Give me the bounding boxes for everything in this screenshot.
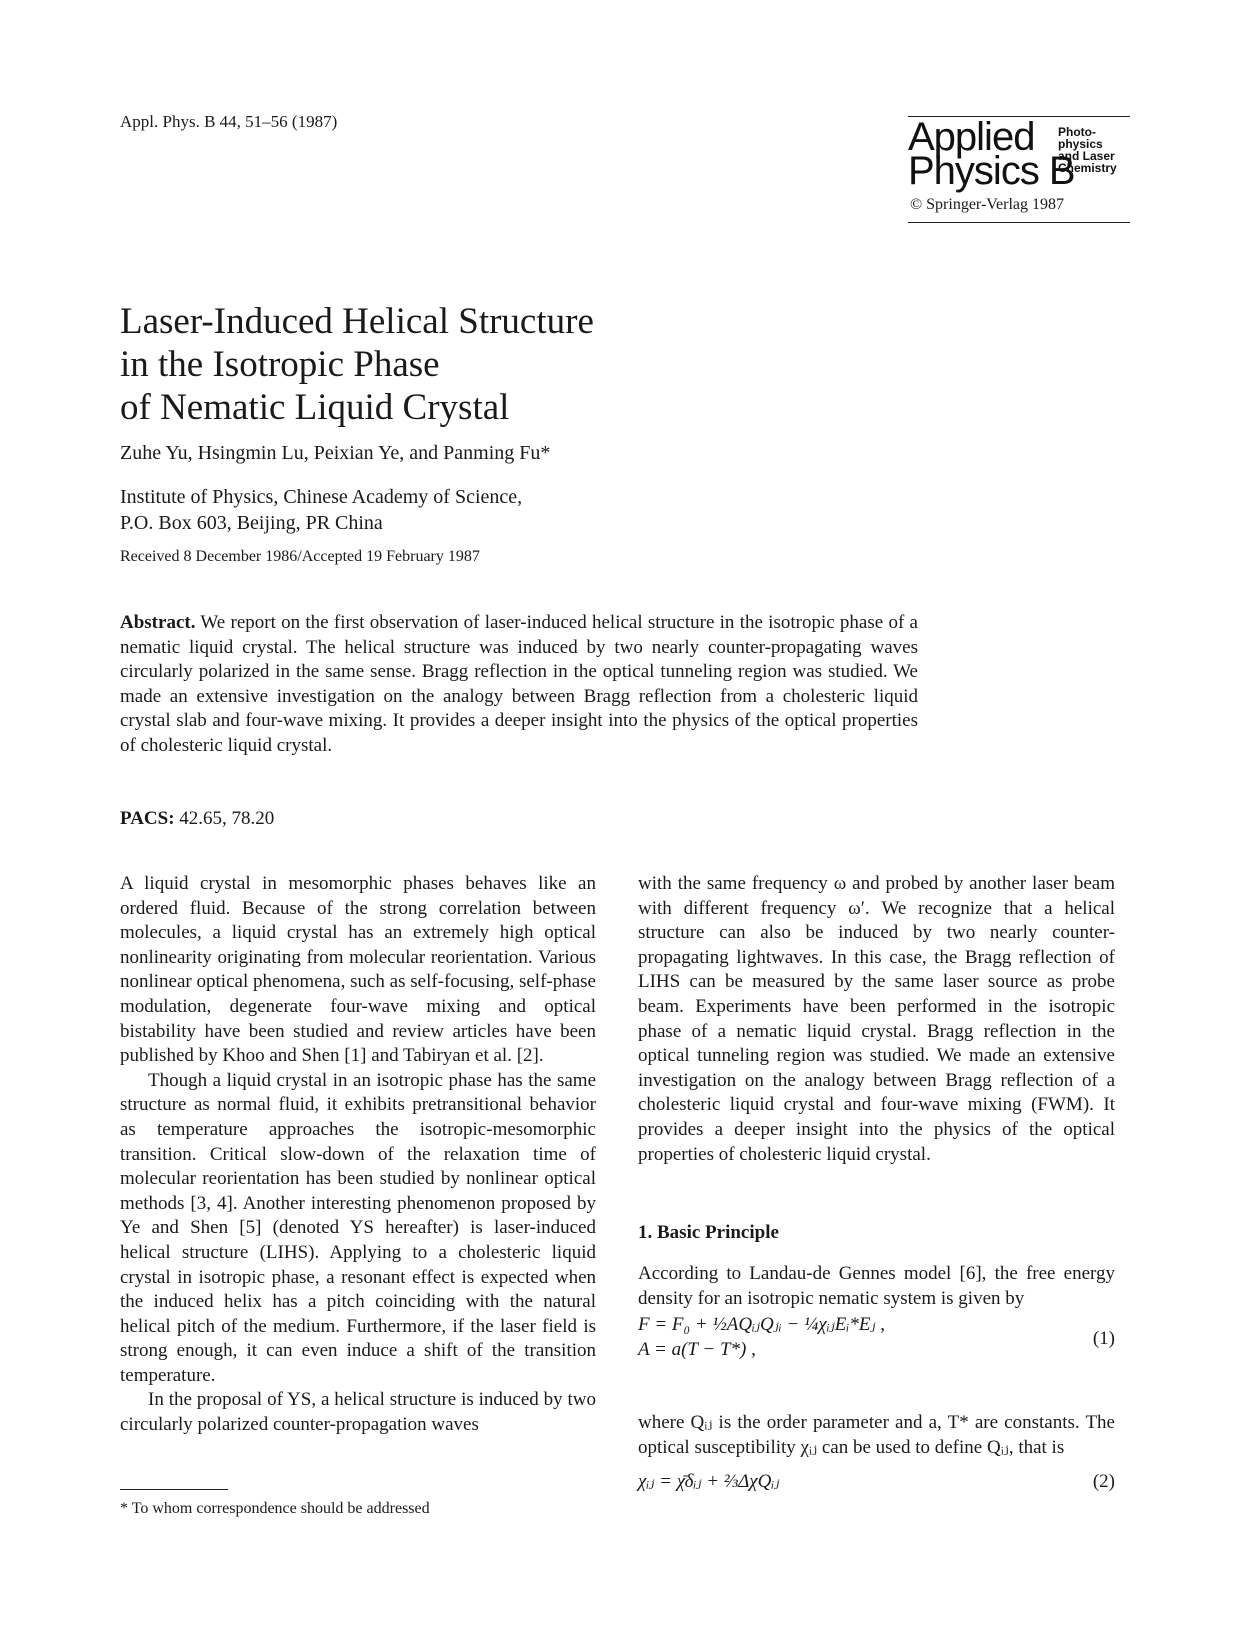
pacs-codes [120,808,274,830]
abstract-text: We report on the first observation of laser-induced helical structure in the isotropic phase of a nematic liquid crystal. The helical structure was induced by two nearly counter-propagating waves circularly polarized in the same sense. Bragg reflection in the optical tunneling region was studied. We made an extensive investigation on the analogy between Bragg reflection from a cholesteric liquid crystal slab and four-wave mixing. It provides a deeper insight into the physics of the optical properties of cholesteric liquid crystal. [120,612,918,756]
received-dates: Received 8 December 1986/Accepted 19 February 1987 [120,548,480,565]
body-column-right [638,872,1115,1167]
abstract [120,611,918,759]
copyright-notice: © Springer-Verlag 1987 [910,196,1065,213]
journal-logo-word-1: Applied [908,115,1035,159]
title-line: in the Isotropic Phase [120,344,440,385]
affiliation-line: P.O. Box 603, Beijing, PR China [120,512,383,534]
equation-line: χᵢⱼ = χ̄δᵢⱼ + ⅔ΔχQᵢⱼ [638,1471,780,1493]
title-line: Laser-Induced Helical Structure [120,301,594,342]
journal-logo-subtitle [1058,126,1130,174]
equation-line: F = F₀ + ½AQᵢⱼQⱼᵢ − ¼χᵢⱼEᵢ*Eⱼ , [638,1314,885,1336]
body-paragraph: In the proposal of YS, a helical structure is induced by two circularly polarized counter-propagation waves [120,1389,596,1436]
masthead-bottom-rule [908,222,1130,223]
section-body-continued [638,1411,1115,1498]
body-paragraph: Though a liquid crystal in an isotropic phase has the same structure as normal fluid, it exhibits pretransitional behavior as temperature approaches the isotropic-mesomorphic transition. Critical slow-down of the relaxation time of molecular reorientation has been studied by nonlinear optical methods [3, 4]. Another interesting phenomenon proposed by Ye and Shen [5] (denoted YS hereafter) is laser-induced helical structure (LIHS). Applying to a cholesteric liquid crystal in isotropic phase, a resonant effect is expected when the induced helix has a pitch coinciding with the natural helical pitch of the medium. Furthermore, if the laser field is strong enough, it can even induce a shift of the transition temperature. [120,1069,596,1386]
logo-sub-line: Photo- [1058,125,1096,139]
abstract-label: Abstract. [120,612,196,633]
equation-number: (2) [1092,1471,1115,1493]
body-paragraph: with the same frequency ω and probed by another laser beam with different frequency ω′. We recognize that a helical structure can also be induced by two nearly counter-propagating lightwaves. In this case, the Bragg reflection of LIHS can be measured by the same laser source as probe beam. Experiments have been performed in the isotropic phase of a nematic liquid crystal. Bragg reflection in the optical tunneling region was studied. We made an extensive investigation on the analogy between Bragg reflection of a cholesteric liquid crystal and four-wave mixing (FWM). It provides a deeper insight into the physics of the optical properties of cholesteric liquid crystal. [638,873,1115,1165]
equation-number: (1) [1092,1328,1115,1350]
affiliation [120,484,640,536]
body-column-left [120,872,596,1438]
body-paragraph: According to Landau-de Gennes model [6], the free energy density for an isotropic nematic system is given by [638,1263,1115,1309]
equation-line: A = a(T − T*) , [638,1338,756,1360]
pacs-label: PACS: [120,808,175,829]
footnote-divider [120,1489,228,1490]
logo-sub-line: Chemistry [1058,161,1117,175]
logo-sub-line: and Laser [1058,149,1115,163]
pacs-value: 42.65, 78.20 [179,808,275,829]
logo-sub-line: physics [1058,137,1103,151]
title-line: of Nematic Liquid Crystal [120,387,510,428]
affiliation-line: Institute of Physics, Chinese Academy of Science, [120,486,523,508]
article-title [120,300,680,429]
equation-2 [638,1470,1115,1498]
footnote: * To whom correspondence should be addressed [120,1500,430,1517]
body-paragraph: A liquid crystal in mesomorphic phases behaves like an ordered fluid. Because of the strong correlation between molecules, a liquid crystal has an extremely high optical nonlinearity originating from molecular reorientation. Various nonlinear optical phenomena, such as self-focusing, self-phase modulation, degenerate four-wave mixing and optical bistability have been studied and review articles have been published by Khoo and Shen [1] and Tabiryan et al. [2]. [120,873,596,1067]
journal-logo [908,115,1130,193]
section-heading: 1. Basic Principle [638,1222,779,1243]
author-list: Zuhe Yu, Hsingmin Lu, Peixian Ye, and Panming Fu* [120,442,551,464]
equation-1 [638,1313,1115,1369]
journal-citation: Appl. Phys. B 44, 51–56 (1987) [120,112,338,131]
journal-logo-word-2: Physics B [908,149,1075,193]
body-paragraph: where Qᵢⱼ is the order parameter and a, T* are constants. The optical susceptibility χᵢⱼ can be used to define Qᵢⱼ, that is [638,1412,1115,1458]
section-body [638,1262,1115,1369]
